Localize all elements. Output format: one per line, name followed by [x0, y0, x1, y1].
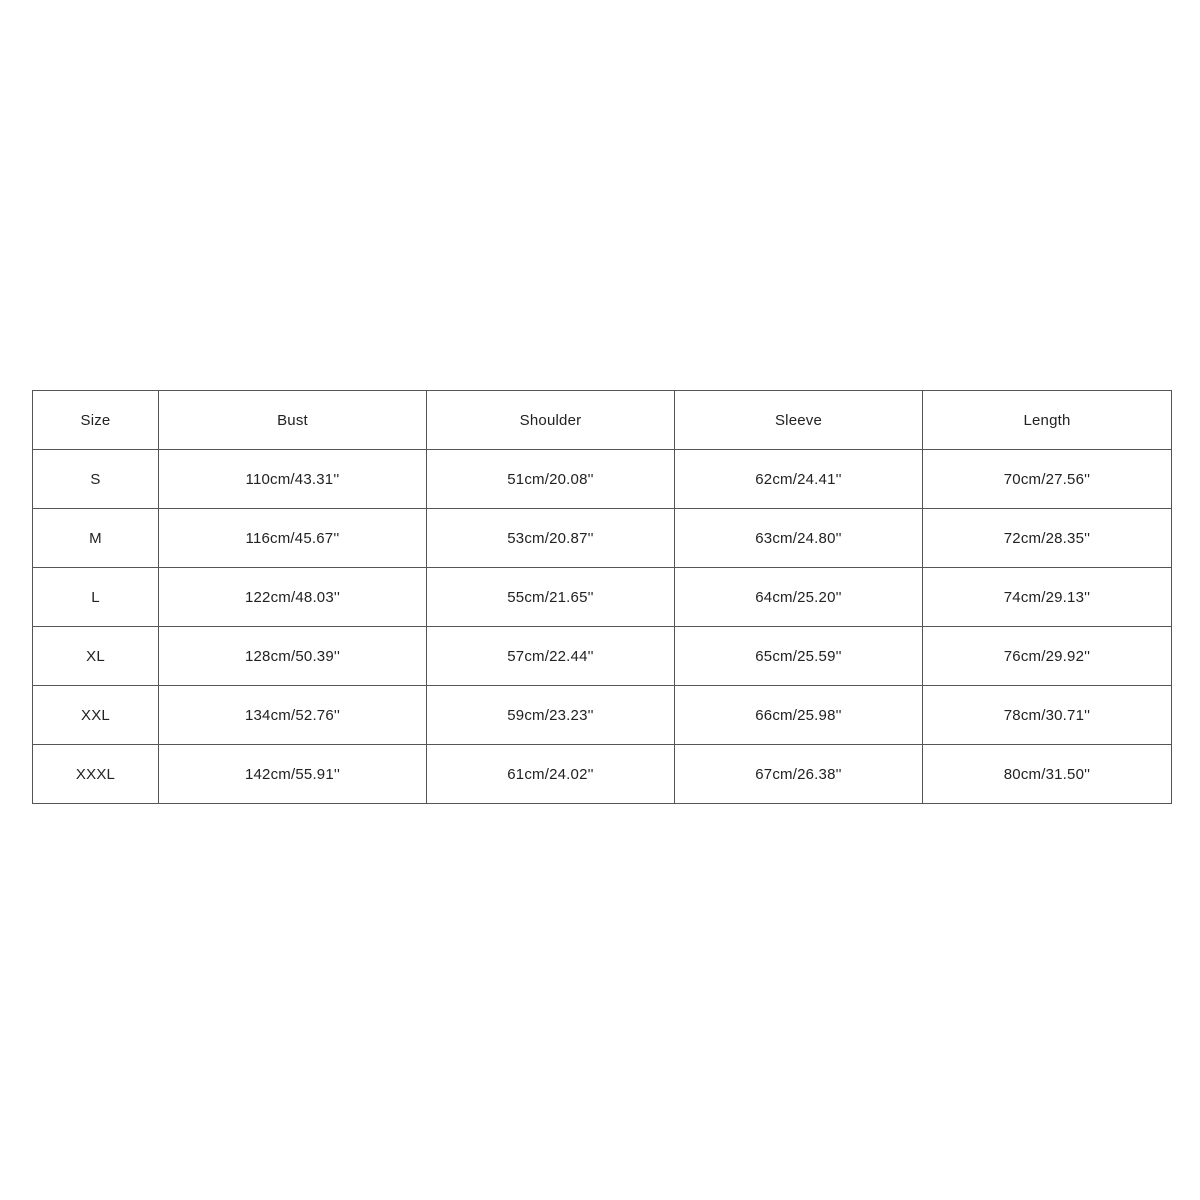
sleeve-cell: 64cm/25.20'' — [675, 568, 923, 627]
size-cell: S — [33, 450, 159, 509]
size-cell: M — [33, 509, 159, 568]
shoulder-cell: 61cm/24.02'' — [427, 745, 675, 804]
bust-cell: 142cm/55.91'' — [159, 745, 427, 804]
length-cell: 74cm/29.13'' — [923, 568, 1172, 627]
table-row — [33, 686, 1172, 745]
table-row — [33, 627, 1172, 686]
shoulder-cell: 59cm/23.23'' — [427, 686, 675, 745]
table-row — [33, 509, 1172, 568]
sleeve-cell: 66cm/25.98'' — [675, 686, 923, 745]
length-cell: 76cm/29.92'' — [923, 627, 1172, 686]
header-shoulder: Shoulder — [427, 391, 675, 450]
length-cell: 78cm/30.71'' — [923, 686, 1172, 745]
header-size: Size — [33, 391, 159, 450]
shoulder-cell: 51cm/20.08'' — [427, 450, 675, 509]
bust-cell: 110cm/43.31'' — [159, 450, 427, 509]
header-sleeve: Sleeve — [675, 391, 923, 450]
shoulder-cell: 53cm/20.87'' — [427, 509, 675, 568]
size-chart-table — [32, 390, 1172, 804]
shoulder-cell: 57cm/22.44'' — [427, 627, 675, 686]
header-length: Length — [923, 391, 1172, 450]
table-row — [33, 450, 1172, 509]
sleeve-cell: 65cm/25.59'' — [675, 627, 923, 686]
sleeve-cell: 67cm/26.38'' — [675, 745, 923, 804]
bust-cell: 116cm/45.67'' — [159, 509, 427, 568]
size-cell: XXL — [33, 686, 159, 745]
size-cell: XXXL — [33, 745, 159, 804]
length-cell: 70cm/27.56'' — [923, 450, 1172, 509]
sleeve-cell: 63cm/24.80'' — [675, 509, 923, 568]
table-row — [33, 745, 1172, 804]
shoulder-cell: 55cm/21.65'' — [427, 568, 675, 627]
header-bust: Bust — [159, 391, 427, 450]
size-cell: XL — [33, 627, 159, 686]
sleeve-cell: 62cm/24.41'' — [675, 450, 923, 509]
bust-cell: 134cm/52.76'' — [159, 686, 427, 745]
bust-cell: 128cm/50.39'' — [159, 627, 427, 686]
size-cell: L — [33, 568, 159, 627]
header-row — [33, 391, 1172, 450]
bust-cell: 122cm/48.03'' — [159, 568, 427, 627]
length-cell: 80cm/31.50'' — [923, 745, 1172, 804]
length-cell: 72cm/28.35'' — [923, 509, 1172, 568]
table-row — [33, 568, 1172, 627]
